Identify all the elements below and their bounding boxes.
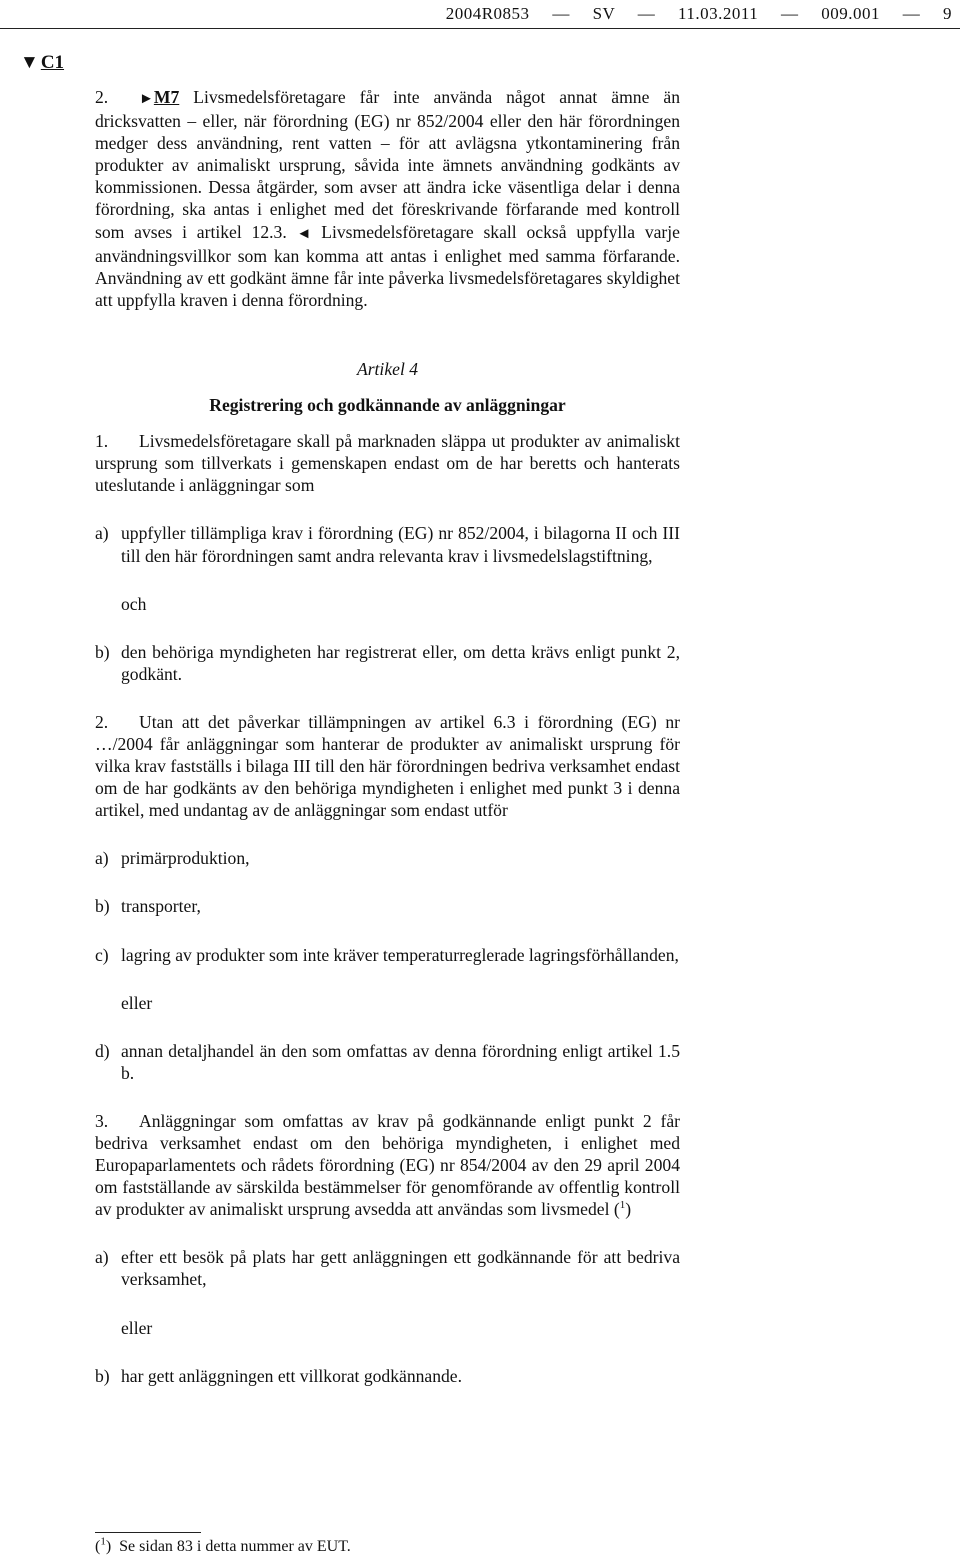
- footnote-text: Se sidan 83 i detta nummer av EUT.: [119, 1538, 351, 1555]
- list-item: [95, 641, 680, 685]
- doc-code: 2004R0853: [445, 4, 530, 23]
- list-label: d): [95, 1040, 110, 1061]
- list-item: [95, 1365, 680, 1387]
- arrow-left-icon: ◄: [296, 225, 312, 242]
- article-title: Artikel 4: [356, 358, 419, 379]
- conjunction: och: [121, 593, 147, 614]
- article-heading: Registrering och godkännande av anläggningar: [209, 395, 566, 416]
- conjunction: eller: [121, 992, 153, 1013]
- list-item: [95, 1040, 680, 1084]
- paragraph-number: 2.: [95, 711, 109, 732]
- list-label: b): [95, 1365, 110, 1386]
- paragraph-number: 2.: [95, 87, 109, 107]
- footnote-open: (: [95, 1538, 101, 1555]
- page-header: [446, 4, 952, 24]
- list-item: [95, 944, 680, 966]
- list-text: uppfyller tillämpliga krav i förordning (EG) nr 852/2004, i bilagorna II och III till den här förordningen samt andra relevanta krav i livsmedelslagstiftning,: [121, 523, 680, 566]
- paragraph-2: [95, 86, 680, 311]
- header-separator: —: [552, 4, 570, 23]
- list-text: annan detaljhandel än den som omfattas av denna förordning enligt artikel 1.5 b.: [121, 1040, 680, 1083]
- page-number: 9: [943, 4, 952, 23]
- arrow-right-icon: ►: [139, 91, 154, 107]
- list-item: [95, 847, 680, 869]
- list-text: primärproduktion,: [121, 848, 250, 869]
- paragraph-text-end: ): [625, 1199, 632, 1220]
- header-divider: [0, 28, 960, 29]
- list-label: a): [95, 1247, 109, 1268]
- paragraph-text: Livsmedelsföretagare skall på marknaden släppa ut produkter av animaliskt ursprung som tillverkats i gemenskapen endast om de har beretts och hanterats uteslutande i anläggningar som: [95, 431, 680, 496]
- header-separator: —: [781, 4, 799, 23]
- paragraph-text: Utan att det påverkar tillämpningen av artikel 6.3 i förordning (EG) nr …/2004 får anläggningar som hanterar de produkter av animaliskt ursprung för vilka krav fastställs i bilaga III till den här förordningen bedriva verksamhet endast om de har godkänts av den behöriga myndigheten i enlighet med punkt 3 i denna artikel, med undantag av de anläggningar som endast utför: [95, 711, 680, 821]
- list-text: lagring av produkter som inte kräver temperaturreglerade lagringsförhållanden,: [121, 944, 679, 965]
- amendment-code-m7: M7: [153, 87, 180, 107]
- footnote: [95, 1535, 351, 1556]
- amended-text: Livsmedelsföretagare får inte använda något annat ämne än dricksvatten – eller, när förordning (EG) nr 852/2004 eller den här förordningen medger dess användning, rent vatten – för att avlägsna ytkontaminering från produkter av animaliskt ursprung, såvida inte ämnets användning godkänts av kommissionen. Dessa åtgärder, som avser att ändra icke väsentliga delar i denna förordning, ska antas i enlighet med det föreskrivande förfarande med kontroll som avses i artikel 12.3.: [95, 87, 680, 242]
- list-label: b): [95, 641, 110, 662]
- list-item: [95, 1246, 680, 1290]
- language-code: SV: [592, 4, 615, 23]
- version-number: 009.001: [821, 4, 880, 23]
- list-item: [95, 522, 680, 566]
- article-4-paragraph-2: [95, 711, 680, 821]
- list-label: b): [95, 896, 110, 917]
- footnote-reference[interactable]: 1: [619, 1199, 626, 1212]
- consolidation-date: 11.03.2011: [678, 4, 759, 23]
- list-item: [95, 895, 680, 917]
- article-4-paragraph-1: [95, 430, 680, 496]
- list-text: transporter,: [121, 896, 201, 917]
- footnote-close: ): [105, 1538, 112, 1555]
- triangle-down-icon: ▼: [20, 52, 39, 73]
- amendment-marker: [20, 52, 64, 74]
- paragraph-text: Livsmedelsföretagare skall också uppfylla varje användningsvillkor som kan komma att antas i enlighet med samma förfarande. Användning av ett godkänt ämne får inte påverka livsmedelsföretagares skyldighet att uppfylla kraven i denna förordning.: [95, 221, 680, 310]
- list-label: a): [95, 523, 109, 544]
- list-label: a): [95, 848, 109, 869]
- footnote-divider: [95, 1532, 201, 1533]
- amendment-code: C1: [40, 52, 65, 73]
- article-4-paragraph-3: [95, 1110, 680, 1220]
- conjunction: eller: [121, 1317, 153, 1338]
- paragraph-number: 1.: [95, 431, 109, 452]
- paragraph-number: 3.: [95, 1110, 109, 1131]
- paragraph-text: Anläggningar som omfattas av krav på godkännande enligt punkt 2 får bedriva verksamhet endast om den behöriga myndigheten, i enlighet med Europaparlamentets och rådets förordning (EG) nr 854/2004 av den 29 april 2004 om fastställande av särskilda bestämmelser för genomförande av offentlig kontroll av produkter av animaliskt ursprung avsedda att användas som livsmedel (: [95, 1110, 680, 1220]
- list-text: har gett anläggningen ett villkorat godkännande.: [121, 1365, 463, 1386]
- header-separator: —: [902, 4, 921, 23]
- footnote-mark: 1: [100, 1535, 106, 1548]
- list-text: efter ett besök på plats har gett anläggningen ett godkännande för att bedriva verksamhet,: [121, 1247, 680, 1290]
- header-separator: —: [637, 4, 656, 23]
- list-label: c): [95, 944, 109, 965]
- document-body: [95, 86, 680, 1387]
- list-text: den behöriga myndigheten har registrerat eller, om detta krävs enligt punkt 2, godkänt.: [121, 641, 680, 684]
